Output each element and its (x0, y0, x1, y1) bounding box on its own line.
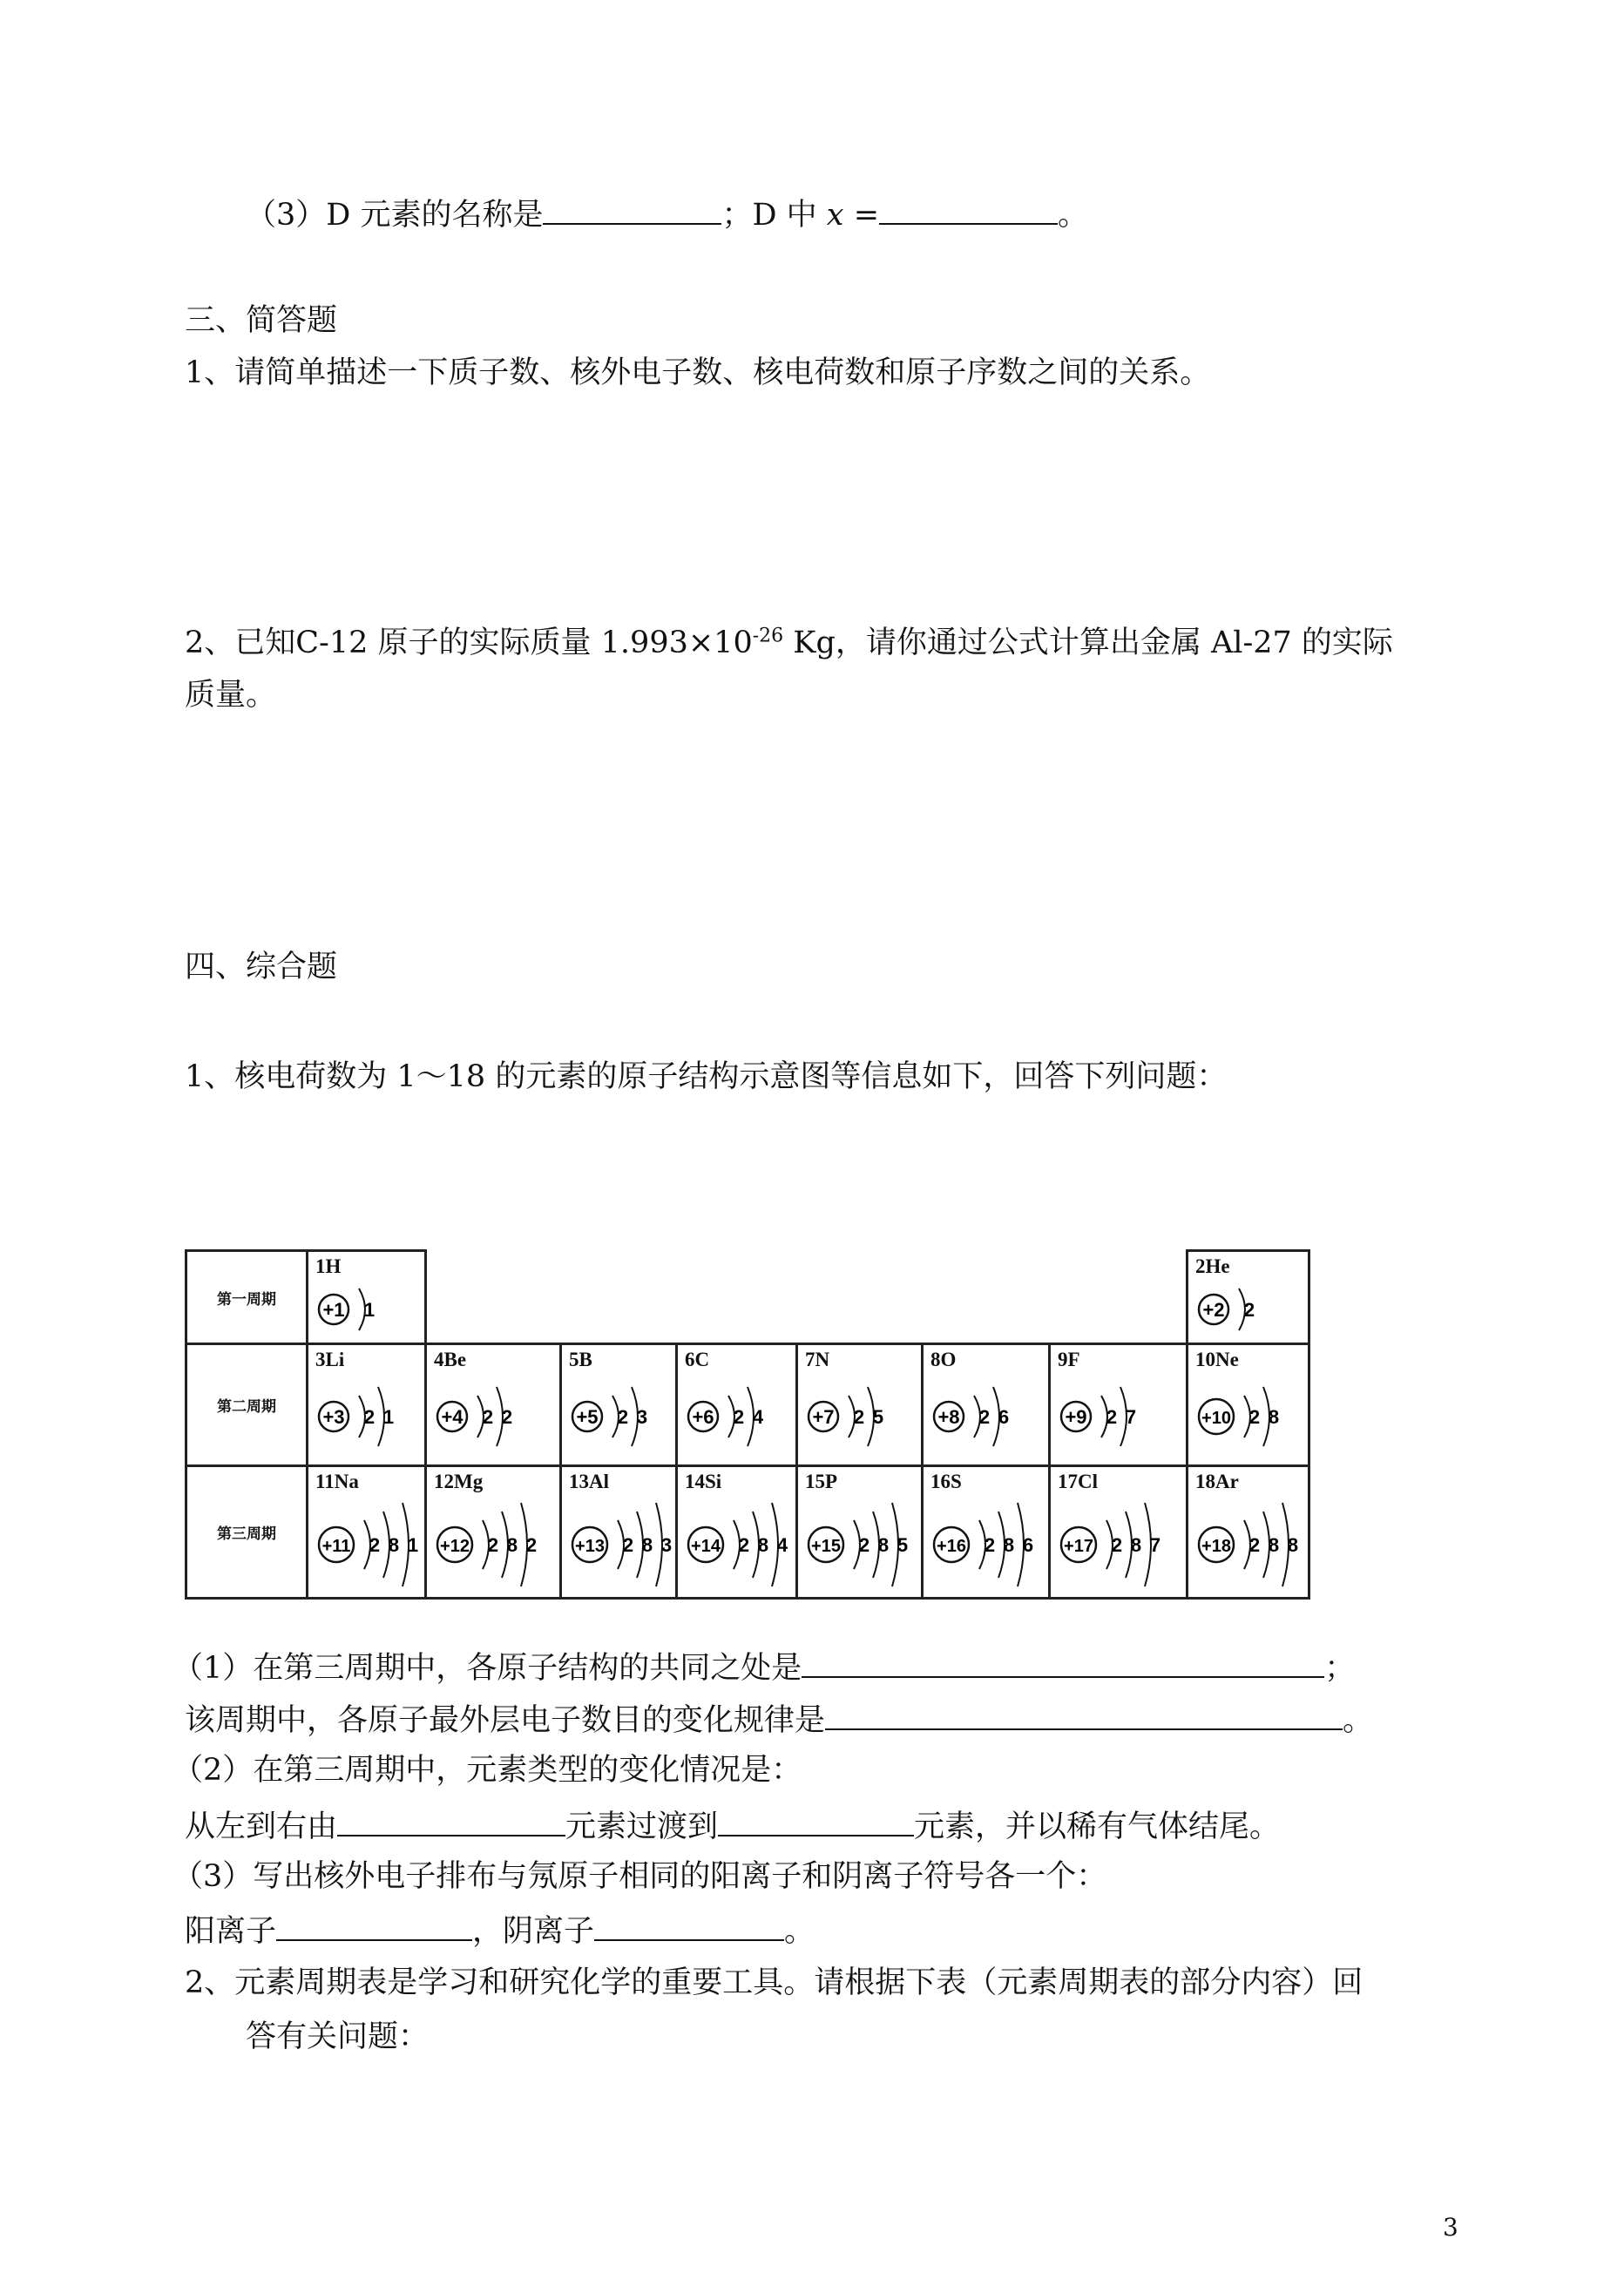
nucleus (319, 1527, 354, 1562)
electron-count: 2 (733, 1406, 745, 1428)
atom-diagram (678, 1371, 795, 1462)
answer-blank[interactable] (276, 1910, 472, 1941)
svg-text:+5: +5 (576, 1406, 599, 1428)
electron-count: 2 (487, 1534, 499, 1556)
svg-text:+11: +11 (321, 1537, 351, 1556)
electron-count: 7 (1149, 1534, 1161, 1556)
element-cell (1188, 1344, 1309, 1466)
electron-count: 2 (622, 1534, 634, 1556)
element-cell (308, 1466, 426, 1599)
nucleus (1199, 1295, 1228, 1324)
atomic-structure-table (185, 1249, 1310, 1600)
electron-count: 4 (776, 1534, 788, 1556)
atom-diagram (924, 1493, 1048, 1596)
question-d-element (246, 193, 1088, 234)
element-cell (561, 1344, 677, 1466)
element-cell (308, 1251, 426, 1344)
nucleus (1061, 1527, 1096, 1562)
period-label: 第一周期 (186, 1251, 308, 1344)
element-symbol: 17Cl (1058, 1471, 1098, 1492)
answer-blank[interactable] (718, 1805, 914, 1836)
electron-count: 2 (501, 1406, 513, 1428)
atom-diagram (924, 1371, 1048, 1462)
electron-count: 1 (363, 1299, 376, 1321)
element-symbol: 4Be (434, 1349, 467, 1370)
electron-count: 2 (617, 1406, 629, 1428)
element-cell (1188, 1466, 1309, 1599)
element-cell (797, 1466, 923, 1599)
electron-count: 5 (872, 1406, 884, 1428)
element-cell (677, 1466, 797, 1599)
question-text: （1）在第三周期中，各原子结构的共同之处是 (173, 1651, 802, 1686)
comprehensive-q1-part3b (185, 1910, 815, 1951)
electron-count: 8 (1003, 1534, 1015, 1556)
atom-diagram (308, 1278, 424, 1341)
punctuation: 。 (1058, 198, 1089, 233)
element-symbol: 16S (930, 1471, 962, 1492)
element-symbol: 7N (805, 1349, 830, 1370)
nucleus (1199, 1527, 1234, 1562)
electron-count: 2 (738, 1534, 750, 1556)
svg-text:+15: +15 (811, 1537, 841, 1556)
svg-text:+3: +3 (322, 1406, 345, 1428)
question-text: （3）D 元素的名称是 (246, 198, 544, 233)
element-symbol: 11Na (315, 1471, 359, 1492)
element-cell (677, 1344, 797, 1466)
atom-diagram (308, 1493, 424, 1596)
element-cell (923, 1466, 1050, 1599)
atom-diagram (427, 1371, 559, 1462)
nucleus (809, 1402, 838, 1431)
element-symbol: 14Si (685, 1471, 722, 1492)
atom-diagram (1051, 1371, 1186, 1462)
electron-count: 8 (388, 1534, 400, 1556)
question-text: Kg，请你通过公式计算出金属 Al-27 的实际 (783, 626, 1393, 660)
nucleus (1061, 1402, 1091, 1431)
section-title-short-answer: 三、简答题 (185, 303, 338, 338)
element-cell (1188, 1251, 1309, 1344)
nucleus (572, 1527, 607, 1562)
period-label: 第二周期 (186, 1344, 308, 1466)
comprehensive-question-2: 2、元素周期表是学习和研究化学的重要工具。请根据下表（元素周期表的部分内容）回 (185, 1965, 1363, 2000)
electron-count: 2 (984, 1534, 996, 1556)
question-text: 元素，并以稀有气体结尾。 (914, 1809, 1281, 1844)
element-symbol: 15P (805, 1471, 838, 1492)
electron-count: 4 (752, 1406, 764, 1428)
electron-count: 2 (858, 1534, 870, 1556)
atom-diagram (678, 1493, 795, 1596)
electron-count: 8 (877, 1534, 890, 1556)
element-symbol: 18Ar (1195, 1471, 1239, 1492)
electron-count: 3 (660, 1534, 673, 1556)
section-title-comprehensive: 四、综合题 (185, 950, 338, 984)
electron-count: 1 (382, 1406, 395, 1428)
answer-blank[interactable] (825, 1699, 1343, 1730)
answer-blank[interactable] (337, 1805, 565, 1836)
nucleus (809, 1527, 843, 1562)
element-symbol: 5B (569, 1349, 592, 1370)
svg-text:+12: +12 (440, 1537, 470, 1556)
question-text: ；D 中 (721, 198, 817, 233)
atom-diagram (1051, 1493, 1186, 1596)
svg-text:+14: +14 (691, 1537, 721, 1556)
atom-diagram (1188, 1371, 1308, 1462)
svg-text:+18: +18 (1201, 1537, 1231, 1556)
element-symbol: 10Ne (1195, 1349, 1239, 1370)
element-symbol: 3Li (315, 1349, 345, 1370)
electron-count: 2 (482, 1406, 494, 1428)
electron-count: 8 (1268, 1534, 1280, 1556)
element-cell (561, 1466, 677, 1599)
atom-diagram (1188, 1493, 1308, 1596)
comprehensive-q1-part1b (185, 1699, 1373, 1740)
comprehensive-q1-part1 (173, 1647, 1355, 1688)
question-text: ，阴离子 (472, 1914, 595, 1949)
electron-count: 7 (1125, 1406, 1137, 1428)
atom-diagram (308, 1371, 424, 1462)
element-symbol: 9F (1058, 1349, 1080, 1370)
electron-count: 2 (1106, 1406, 1118, 1428)
electron-count: 8 (641, 1534, 653, 1556)
svg-text:+8: +8 (937, 1406, 960, 1428)
nucleus (319, 1295, 348, 1324)
answer-blank[interactable] (594, 1910, 784, 1941)
svg-text:+13: +13 (575, 1537, 605, 1556)
svg-text:+2: +2 (1202, 1299, 1225, 1321)
electron-count: 6 (1022, 1534, 1034, 1556)
element-symbol: 8O (930, 1349, 957, 1370)
element-cell (1050, 1466, 1188, 1599)
nucleus (688, 1527, 723, 1562)
atom-diagram (798, 1493, 921, 1596)
atom-diagram (427, 1493, 559, 1596)
element-symbol: 2He (1195, 1255, 1230, 1277)
electron-count: 2 (369, 1534, 381, 1556)
punctuation: 。 (784, 1914, 815, 1949)
electron-count: 8 (506, 1534, 518, 1556)
period-label: 第三周期 (186, 1466, 308, 1599)
nucleus (437, 1402, 467, 1431)
electron-count: 2 (1243, 1299, 1255, 1321)
comprehensive-question-1-intro: 1、核电荷数为 1～18 的元素的原子结构示意图等信息如下，回答下列问题： (185, 1059, 1228, 1094)
atom-diagram (562, 1493, 675, 1596)
question-text: 阳离子 (185, 1914, 277, 1949)
svg-text:+4: +4 (441, 1406, 464, 1428)
question-text: 从左到右由 (185, 1809, 338, 1844)
short-answer-question-1: 1、请简单描述一下质子数、核外电子数、核电荷数和原子序数之间的关系。 (185, 355, 1211, 390)
element-cell (308, 1344, 426, 1466)
electron-count: 8 (1130, 1534, 1142, 1556)
element-symbol: 1H (315, 1255, 342, 1277)
element-cell (923, 1344, 1050, 1466)
electron-count: 2 (363, 1406, 376, 1428)
electron-count: 2 (978, 1406, 991, 1428)
element-cell (426, 1466, 561, 1599)
svg-text:+1: +1 (322, 1299, 345, 1321)
nucleus (319, 1402, 348, 1431)
electron-count: 1 (407, 1534, 419, 1556)
nucleus (572, 1402, 602, 1431)
short-answer-question-2-cont: 质量。 (185, 678, 277, 713)
electron-count: 2 (525, 1534, 538, 1556)
svg-text:+6: +6 (692, 1406, 714, 1428)
comprehensive-q1-part3: （3）写出核外电子排布与氖原子相同的阳离子和阴离子符号各一个： (173, 1859, 1107, 1894)
svg-text:+10: +10 (1201, 1409, 1231, 1428)
comprehensive-q1-part2b (185, 1805, 1280, 1846)
question-text: 元素过渡到 (565, 1809, 719, 1844)
element-symbol: 12Mg (434, 1471, 484, 1492)
atom-diagram (798, 1371, 921, 1462)
short-answer-question-2 (185, 624, 1393, 662)
electron-count: 2 (1248, 1406, 1261, 1428)
nucleus (437, 1527, 472, 1562)
nucleus (1199, 1399, 1234, 1434)
svg-text:+9: +9 (1065, 1406, 1087, 1428)
electron-count: 2 (1111, 1534, 1123, 1556)
electron-count: 5 (897, 1534, 909, 1556)
comprehensive-q1-part2: （2）在第三周期中，元素类型的变化情况是： (173, 1753, 802, 1788)
nucleus (934, 1402, 964, 1431)
atom-diagram (562, 1371, 675, 1462)
electron-count: 8 (1287, 1534, 1299, 1556)
element-symbol: 13Al (569, 1471, 609, 1492)
atom-diagram (1188, 1278, 1308, 1341)
svg-text:+16: +16 (937, 1537, 966, 1556)
nucleus (934, 1527, 969, 1562)
nucleus (688, 1402, 718, 1431)
svg-text:+7: +7 (812, 1406, 835, 1428)
equals-sign: = (853, 198, 880, 233)
electron-count: 8 (757, 1534, 769, 1556)
variable-x: x (826, 198, 844, 233)
comprehensive-question-2-cont: 答有关问题： (246, 2019, 430, 2054)
electron-count: 3 (636, 1406, 648, 1428)
punctuation: 。 (1343, 1703, 1374, 1738)
svg-text:+17: +17 (1064, 1537, 1093, 1556)
answer-blank[interactable] (879, 193, 1058, 225)
element-symbol: 6C (685, 1349, 710, 1370)
element-cell (1050, 1344, 1188, 1466)
element-cell (426, 1344, 561, 1466)
answer-blank[interactable] (543, 193, 721, 225)
question-text: 该周期中，各原子最外层电子数目的变化规律是 (185, 1703, 826, 1738)
answer-blank[interactable] (802, 1647, 1324, 1678)
page-number: 3 (1443, 2213, 1458, 2242)
electron-count: 2 (853, 1406, 865, 1428)
empty-region (426, 1251, 1188, 1344)
electron-count: 8 (1268, 1406, 1280, 1428)
electron-count: 2 (1248, 1534, 1261, 1556)
exponent: -26 (752, 625, 784, 647)
electron-count: 6 (998, 1406, 1010, 1428)
punctuation: ； (1324, 1651, 1356, 1686)
question-text: 2、已知C-12 原子的实际质量 1.993×10 (185, 626, 753, 660)
element-cell (797, 1344, 923, 1466)
